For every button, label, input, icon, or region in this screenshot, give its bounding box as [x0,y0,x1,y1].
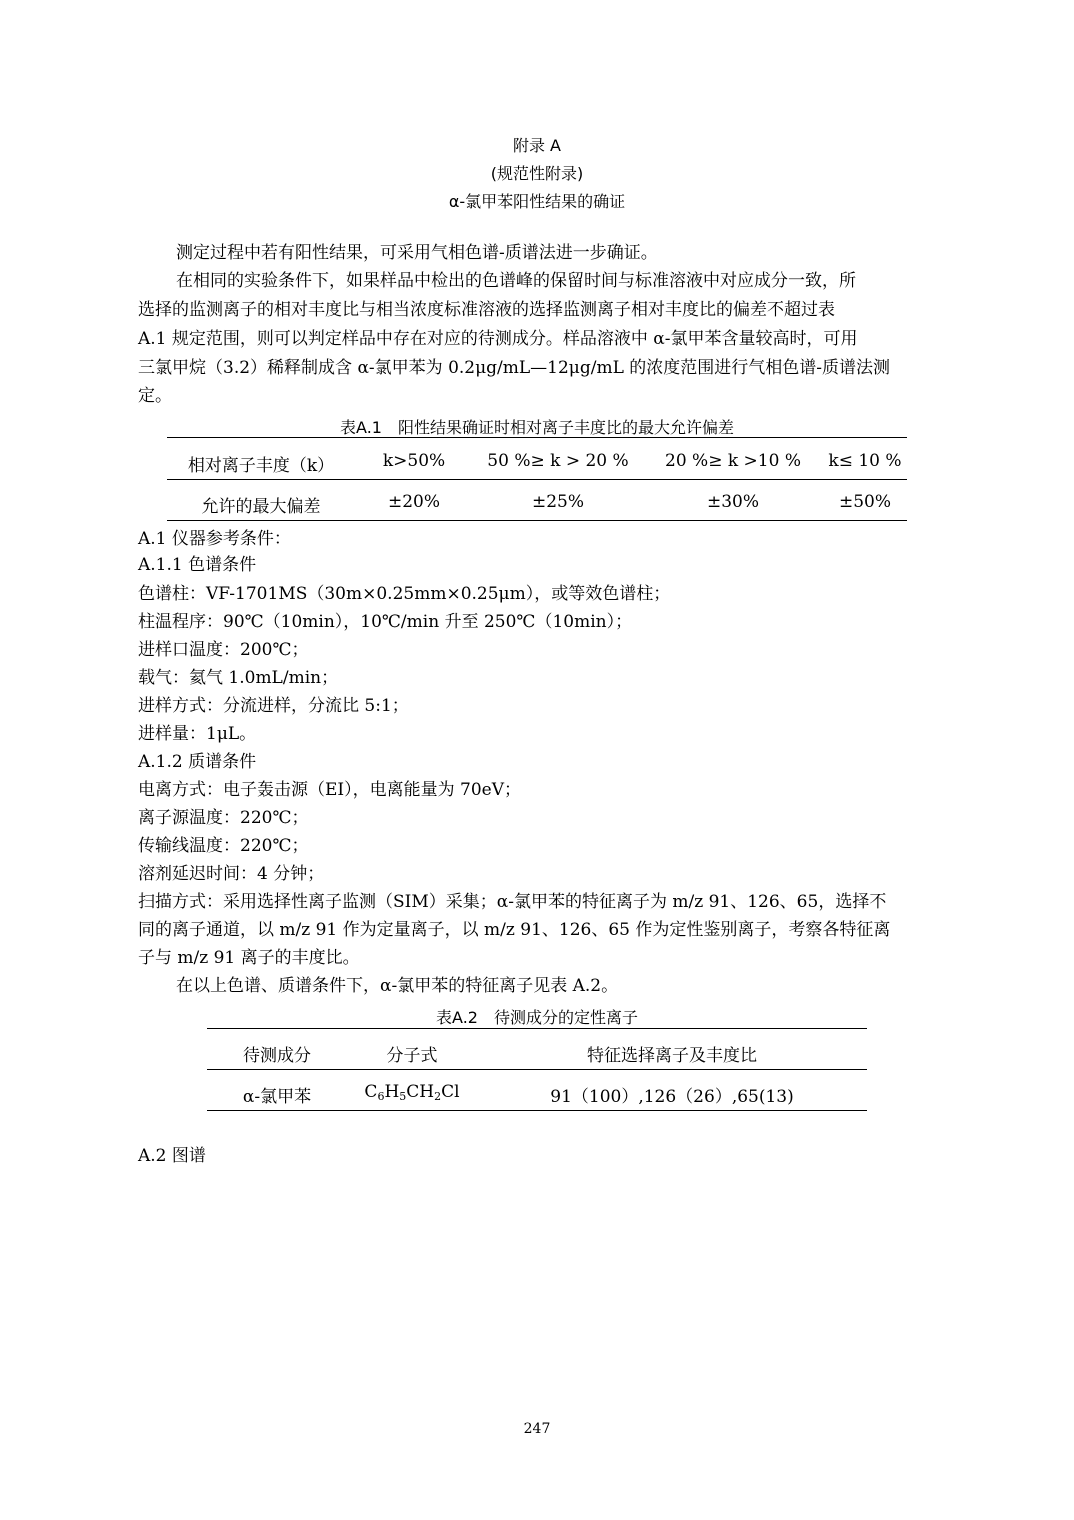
table-a1-mid-rule [167,479,907,480]
condition-injection-mode: 进样方式：分流进样，分流比 5:1； [138,696,409,716]
table-header-cell: 分子式 [386,1046,438,1066]
table-cell: 20 %≥ k >10 % [665,451,801,471]
section-a2-heading: A.2 图谱 [138,1146,206,1166]
table-a2-caption: 表A.2 待测成分的定性离子 [436,1008,638,1027]
paragraph-1: 测定过程中若有阳性结果，可采用气相色谱-质谱法进一步确证。 [176,243,658,263]
table-cell: 50 %≥ k > 20 % [487,451,629,471]
appendix-title: 附录 A [512,136,562,155]
table-cell: ±20% [387,492,441,512]
table-cell-formula: $C_6H_5CH_2Cl$ [364,1082,460,1103]
condition-transfer-temp: 传输线温度：220℃； [138,836,309,856]
condition-injection-volume: 进样量：1μL。 [138,724,257,744]
section-a12-heading: A.1.2 质谱条件 [138,752,257,772]
condition-column: 色谱柱：VF-1701MS（30m×0.25mm×0.25μm），或等效色谱柱； [138,584,671,604]
paragraph-2-line-4: 三氯甲烷（3.2）稀释制成含 α-氯甲苯为 0.2μg/mL—12μg/mL 的浓度范围进行气相色谱-质谱法测 [138,358,891,378]
section-a11-heading: A.1.1 色谱条件 [138,555,257,575]
condition-source-temp: 离子源温度：220℃； [138,808,309,828]
table-a2-bottom-rule [207,1110,867,1111]
table-cell: 相对离子丰度（k） [187,456,335,476]
table-a1-bottom-rule [167,520,907,521]
table-a2-top-rule [207,1028,867,1029]
table-cell: ±30% [706,492,760,512]
paragraph-2-line-5: 定。 [138,386,172,406]
appendix-heading: α-氯甲苯阳性结果的确证 [448,192,626,211]
condition-inlet-temp: 进样口温度：200℃； [138,640,309,660]
table-a1-top-rule [167,437,907,438]
condition-scan-line-3: 子与 m/z 91 离子的丰度比。 [138,948,360,968]
condition-scan-line-2: 同的离子通道，以 m/z 91 作为定量离子，以 m/z 91、126、65 作为定性鉴别离子，考察各特征离 [138,920,891,940]
conditions-summary: 在以上色谱、质谱条件下，α-氯甲苯的特征离子见表 A.2。 [176,976,619,996]
table-header-cell: 待测成分 [243,1046,311,1066]
condition-ionization: 电离方式：电子轰击源（EI），电离能量为 70eV； [138,780,521,800]
paragraph-2-line-2: 选择的监测离子的相对丰度比与相当浓度标准溶液的选择监测离子相对丰度比的偏差不超过表 [138,300,835,320]
table-cell: k>50% [382,451,446,471]
paragraph-2-line-3: A.1 规定范围，则可以判定样品中存在对应的待测成分。样品溶液中 α-氯甲苯含量较高时，可用 [138,329,858,349]
condition-scan-line-1: 扫描方式：采用选择性离子监测（SIM）采集；α-氯甲苯的特征离子为 m/z 91、126、65，选择不 [138,892,887,912]
table-cell: ±50% [838,492,892,512]
appendix-subtitle: (规范性附录) [490,164,584,183]
paragraph-2-line-1: 在相同的实验条件下，如果样品中检出的色谱峰的保留时间与标准溶液中对应成分一致，所 [176,271,856,291]
table-cell-ions: 91（100）,126（26）,65(13) [550,1087,794,1107]
table-cell-compound: α-氯甲苯 [242,1087,312,1107]
table-a1-caption: 表A.1 阳性结果确证时相对离子丰度比的最大允许偏差 [340,418,734,437]
condition-carrier-gas: 载气：氦气 1.0mL/min； [138,668,339,688]
table-cell: ±25% [531,492,585,512]
section-a1-heading: A.1 仪器参考条件： [138,529,291,549]
condition-solvent-delay: 溶剂延迟时间：4 分钟； [138,864,325,884]
page-number: 247 [523,1421,551,1437]
table-a2-mid-rule [207,1069,867,1070]
table-header-cell: 特征选择离子及丰度比 [587,1046,757,1066]
table-cell: 允许的最大偏差 [201,497,321,517]
condition-temp-program: 柱温程序：90℃（10min），10℃/min 升至 250℃（10min）； [138,612,633,632]
table-cell: k≤ 10 % [828,451,902,471]
